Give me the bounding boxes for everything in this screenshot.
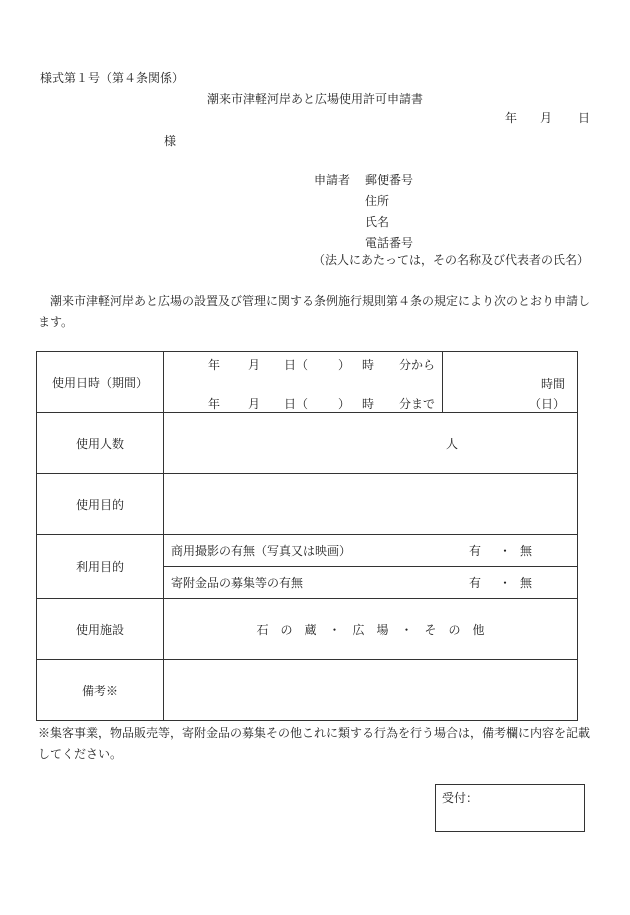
from-month-label: 月: [248, 358, 261, 372]
usage-duration-field[interactable]: [443, 352, 578, 413]
from-minute-label: 分から: [399, 358, 436, 372]
addressee-suffix: 様: [164, 134, 177, 148]
headcount-label: 使用人数: [37, 413, 164, 474]
usage-datetime-field[interactable]: [164, 352, 443, 413]
to-hour-label: 時: [362, 397, 375, 411]
headcount-field[interactable]: [164, 413, 578, 474]
usage-datetime-label: 使用日時（期間）: [37, 352, 164, 413]
application-table: [36, 351, 578, 721]
footnote: ※集客事業，物品販売等，寄附金品の募集その他これに類する行為を行う場合は，備考欄に内容を記載してください。: [38, 726, 591, 761]
facility-row: [37, 599, 578, 660]
applicant-address-label: 住所: [365, 194, 390, 208]
to-day-label: 日（: [284, 397, 309, 411]
applicant-postal-label: 郵便番号: [365, 173, 414, 187]
headcount-unit: 人: [446, 437, 459, 451]
page-title: 潮来市津軽河岸あと広場使用許可申請書: [206, 92, 423, 106]
remarks-label: 備考※: [37, 660, 164, 721]
to-day-close: ）: [338, 397, 351, 411]
applicant-corporate-note: （法人にあたっては，その名称及び代表者の氏名）: [313, 253, 590, 267]
from-day-label: 日（: [284, 358, 309, 372]
donation-yes-option[interactable]: 有: [469, 576, 482, 590]
hours-unit-label: 時間: [540, 377, 565, 391]
usage-purpose-label: 利用目的: [37, 535, 164, 599]
date-year-label: 年: [505, 111, 518, 125]
date-month-label: 月: [540, 111, 553, 125]
donation-text: 寄附金品の募集等の有無: [171, 576, 304, 590]
usage-purpose-field: [164, 535, 578, 599]
commercial-shooting-yes-option[interactable]: 有: [469, 544, 482, 558]
remarks-field[interactable]: [164, 660, 578, 721]
remarks-row: [37, 660, 578, 721]
date-day-label: 日: [578, 111, 591, 125]
option-separator: ・: [499, 576, 512, 590]
usage-purpose-row: [37, 535, 578, 599]
commercial-shooting-row: [164, 535, 577, 566]
commercial-shooting-text: 商用撮影の有無（写真又は映画）: [171, 544, 352, 558]
to-minute-label: 分まで: [399, 397, 436, 411]
applicant-phone-label: 電話番号: [365, 236, 414, 250]
purpose-label: 使用目的: [37, 474, 164, 535]
headcount-row: [37, 413, 578, 474]
receipt-label: 受付：: [442, 791, 479, 805]
to-month-label: 月: [248, 397, 261, 411]
intro-text: 潮来市津軽河岸あと広場の設置及び管理に関する条例施行規則第４条の規定により次のとおり申請します。: [38, 294, 591, 329]
donation-row: [164, 566, 577, 598]
purpose-field[interactable]: [164, 474, 578, 535]
receipt-box: [435, 784, 585, 832]
to-year-label: 年: [208, 397, 221, 411]
from-hour-label: 時: [362, 358, 375, 372]
donation-no-option[interactable]: 無: [520, 576, 533, 590]
days-unit-label: （日）: [528, 397, 565, 411]
commercial-shooting-no-option[interactable]: 無: [520, 544, 533, 558]
from-day-close: ）: [338, 358, 351, 372]
from-year-label: 年: [208, 358, 221, 372]
facility-label: 使用施設: [37, 599, 164, 660]
applicant-name-label: 氏名: [365, 215, 390, 229]
purpose-row: [37, 474, 578, 535]
facility-options[interactable]: 石 の 蔵 ・ 広 場 ・ そ の 他: [164, 599, 578, 660]
form-number: 様式第１号（第４条関係）: [40, 71, 185, 85]
usage-datetime-row: [37, 352, 578, 413]
option-separator: ・: [499, 544, 512, 558]
applicant-label: 申請者: [314, 173, 351, 187]
